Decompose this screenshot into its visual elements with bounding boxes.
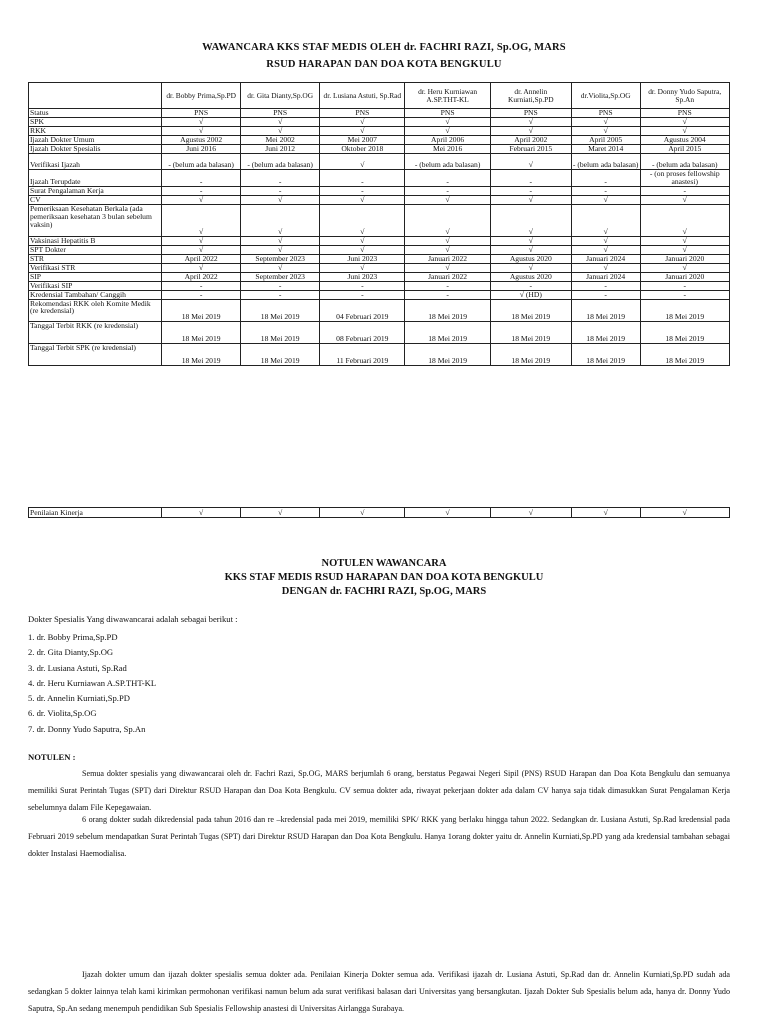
list-item: 2. dr. Gita Dianty,Sp.OG: [28, 647, 114, 658]
cell-value: April 2022: [162, 254, 241, 263]
cell-value: 18 Mei 2019: [241, 299, 320, 321]
cell-value: √: [490, 204, 571, 236]
cell-value: √: [405, 195, 490, 204]
cell-value: Januari 2020: [640, 254, 730, 263]
row-label: Penilaian Kinerja: [29, 508, 162, 518]
table-row: [29, 254, 730, 263]
cell-value: April 2015: [640, 144, 730, 153]
table-header-row: [29, 83, 730, 109]
cell-value: Januari 2022: [405, 272, 490, 281]
table-row: [29, 109, 730, 118]
cell-value: PNS: [405, 109, 490, 118]
cell-value: -: [320, 186, 405, 195]
list-item: 5. dr. Annelin Kurniati,Sp.PD: [28, 693, 130, 704]
cell-value: √: [405, 204, 490, 236]
row-label: STR: [29, 254, 162, 263]
cell-value: 18 Mei 2019: [490, 299, 571, 321]
row-label: SPK: [29, 117, 162, 126]
column-header: dr. Gita Dianty,Sp.OG: [241, 83, 320, 109]
cell-value: -: [490, 169, 571, 186]
list-item: 7. dr. Donny Yudo Saputra, Sp.An: [28, 723, 146, 734]
notulen-subtitle-2: DENGAN dr. FACHRI RAZI, Sp.OG, MARS: [281, 586, 487, 597]
cell-value: PNS: [320, 109, 405, 118]
cell-value: -: [320, 290, 405, 299]
cell-value: 18 Mei 2019: [405, 299, 490, 321]
cell-value: 11 Februari 2019: [320, 343, 405, 365]
notulen-paragraph: Ijazah dokter umum dan ijazah dokter spesialis semua dokter ada. Penilaian Kinerja Dokter semua ada. Verifikasi ijazah dr. Lusiana Astuti, Sp.Rad dan dr. Annelin Kurniati,Sp.PD sudah ada sedangkan 5 dokter lainnya telah kami kirimkan permohonan verifikasi namun belum ada surat verifikasi balasan dari Universitas yang bersangkutan. Ijazah Dokter Sub Spesialis belum ada, hanya dr. Donny Yudo Saputra, Sp.An sedang menempuh pendidikan Sub Spesialis Fellowship anastesi di Universitas Airlangga Surabaya.: [28, 970, 730, 1013]
cell-value: PNS: [571, 109, 640, 118]
cell-value: √: [162, 204, 241, 236]
cell-value: -: [405, 281, 490, 290]
table-row: [29, 144, 730, 153]
page-subtitle: RSUD HARAPAN DAN DOA KOTA BENGKULU: [266, 59, 502, 70]
table-row: [29, 508, 730, 518]
cell-value: √: [320, 204, 405, 236]
list-item: 4. dr. Heru Kurniawan A.SP.THT-KL: [28, 677, 157, 688]
cell-value: √: [241, 263, 320, 272]
table-row: [29, 281, 730, 290]
cell-value: -: [571, 186, 640, 195]
column-header: dr. Lusiana Astuti, Sp.Rad: [320, 83, 405, 109]
cell-value: √: [320, 126, 405, 135]
cell-value: September 2023: [241, 272, 320, 281]
cell-value: √: [571, 117, 640, 126]
cell-value: Agustus 2002: [162, 135, 241, 144]
column-header: dr. Annelin Kurniati,Sp.PD: [490, 83, 571, 109]
cell-value: Juni 2016: [162, 144, 241, 153]
row-label: Tanggal Terbit SPK (re kredensial): [29, 343, 162, 365]
row-label: Tanggal Terbit RKK (re kredensial): [29, 321, 162, 343]
cell-value: -: [640, 186, 730, 195]
cell-value: Oktober 2018: [320, 144, 405, 153]
row-label: SIP: [29, 272, 162, 281]
cell-value: Maret 2014: [571, 144, 640, 153]
cell-value: √: [405, 245, 490, 254]
cell-value: 18 Mei 2019: [640, 299, 730, 321]
column-header: dr.Violita,Sp.OG: [571, 83, 640, 109]
cell-value: 18 Mei 2019: [571, 343, 640, 365]
notulen-paragraph: Semua dokter spesialis yang diwawancarai oleh dr. Fachri Razi, Sp.OG, MARS berjumlah 6 orang, berstatus Pegawai Negeri Sipil (PNS) RSUD Harapan dan Doa Kota Bengkulu dan semuanya memiliki Surat Perintah Tugas (SPT) dari Direktur RSUD Harapan dan Doa Kota Bengkulu. CV semua dokter ada, riwayat pekerjaan dokter ada dalam CV hanya saja tidak dimasukkan Surat Pengalaman Kerja sebelumnya dalam File Kepegawaian.: [28, 769, 730, 812]
cell-value: 18 Mei 2019: [640, 321, 730, 343]
column-header: dr. Donny Yudo Saputra, Sp.An: [640, 83, 730, 109]
cell-value: 18 Mei 2019: [405, 343, 490, 365]
cell-value: √: [640, 126, 730, 135]
cell-value: √: [640, 508, 730, 518]
column-header: dr. Bobby Prima,Sp.PD: [162, 83, 241, 109]
cell-value: 18 Mei 2019: [571, 299, 640, 321]
cell-value: -: [241, 186, 320, 195]
cell-value: √: [640, 204, 730, 236]
doctor-credential-table: [28, 82, 730, 366]
table-row: [29, 126, 730, 135]
cell-value: PNS: [162, 109, 241, 118]
cell-value: -: [241, 169, 320, 186]
table-row: [29, 299, 730, 321]
cell-value: 18 Mei 2019: [490, 321, 571, 343]
cell-value: -: [490, 186, 571, 195]
row-label: Ijazah Dokter Spesialis: [29, 144, 162, 153]
cell-value: √: [162, 195, 241, 204]
cell-value: -: [241, 290, 320, 299]
cell-value: -: [405, 290, 490, 299]
row-label: Verifikasi Ijazah: [29, 153, 162, 169]
doctor-list-intro: Dokter Spesialis Yang diwawancarai adalah sebagai berikut :: [28, 614, 238, 624]
cell-value: Agustus 2004: [640, 135, 730, 144]
cell-value: √: [241, 245, 320, 254]
cell-value: √: [162, 236, 241, 245]
cell-value: - (belum ada balasan): [571, 153, 640, 169]
cell-value: -: [162, 169, 241, 186]
notulen-subtitle: KKS STAF MEDIS RSUD HARAPAN DAN DOA KOTA BENGKULU: [224, 572, 544, 583]
cell-value: Juni 2023: [320, 272, 405, 281]
cell-value: 18 Mei 2019: [241, 343, 320, 365]
cell-value: √: [571, 195, 640, 204]
cell-value: √: [320, 153, 405, 169]
cell-value: √: [241, 236, 320, 245]
cell-value: PNS: [490, 109, 571, 118]
cell-value: 18 Mei 2019: [162, 321, 241, 343]
cell-value: √: [490, 263, 571, 272]
row-label: Kredensial Tambahan/ Canggih: [29, 290, 162, 299]
cell-value: √: [571, 204, 640, 236]
page-title: WAWANCARA KKS STAF MEDIS OLEH dr. FACHRI RAZI, Sp.OG, MARS: [202, 42, 566, 53]
cell-value: 18 Mei 2019: [640, 343, 730, 365]
cell-value: √: [162, 263, 241, 272]
table-row: [29, 263, 730, 272]
table-row: [29, 195, 730, 204]
cell-value: √: [405, 126, 490, 135]
cell-value: √: [571, 508, 640, 518]
cell-value: 18 Mei 2019: [162, 343, 241, 365]
table-row: [29, 204, 730, 236]
cell-value: √: [640, 117, 730, 126]
cell-value: Agustus 2020: [490, 254, 571, 263]
cell-value: PNS: [640, 109, 730, 118]
table-row: [29, 186, 730, 195]
cell-value: √: [405, 263, 490, 272]
doctor-list: [28, 630, 156, 737]
table-row: [29, 272, 730, 281]
cell-value: -: [162, 281, 241, 290]
row-label: RKK: [29, 126, 162, 135]
cell-value: -: [640, 281, 730, 290]
notulen-paragraph: 6 orang dokter sudah dikredensial pada tahun 2016 dan re –kredensial pada mei 2019, memiliki SPK/ RKK yang berlaku hingga tahun 2022. Sedangkan dr. Lusiana Astuti, Sp.Rad kredensial pada Februari 2019 sebelum mendapatkan Surat Perintah Tugas (SPT) dari Direktur RSUD Harapan dan Doa Kota Bengkulu. Hanya 1orang dokter yaitu dr. Annelin Kurniati,Sp.PD yang ada kredensial tambahan sebagai dokter Instalasi Haemodialisa.: [28, 815, 730, 858]
table-row: [29, 117, 730, 126]
cell-value: √: [571, 245, 640, 254]
cell-value: PNS: [241, 109, 320, 118]
cell-value: √: [320, 508, 405, 518]
performance-table: [28, 507, 730, 518]
cell-value: √: [241, 195, 320, 204]
table-corner-cell: [29, 83, 162, 109]
cell-value: √: [162, 117, 241, 126]
cell-value: √: [320, 195, 405, 204]
row-label: Pemeriksaan Kesehatan Berkala (ada pemeriksaan kesehatan 3 bulan sebelum vaksin): [29, 204, 162, 236]
row-label: CV: [29, 195, 162, 204]
cell-value: √: [405, 236, 490, 245]
table-row: [29, 236, 730, 245]
cell-value: April 2005: [571, 135, 640, 144]
cell-value: Juni 2023: [320, 254, 405, 263]
cell-value: √: [241, 204, 320, 236]
row-label: Verifikasi SIP: [29, 281, 162, 290]
cell-value: √: [320, 245, 405, 254]
cell-value: -: [571, 290, 640, 299]
cell-value: √: [640, 245, 730, 254]
cell-value: Januari 2024: [571, 254, 640, 263]
cell-value: Mei 2016: [405, 144, 490, 153]
cell-value: 18 Mei 2019: [571, 321, 640, 343]
cell-value: 18 Mei 2019: [162, 299, 241, 321]
cell-value: √: [490, 195, 571, 204]
cell-value: -: [320, 169, 405, 186]
row-label: Surat Pengalaman Kerja: [29, 186, 162, 195]
list-item: 3. dr. Lusiana Astuti, Sp.Rad: [28, 662, 127, 673]
cell-value: -: [571, 169, 640, 186]
cell-value: Februari 2015: [490, 144, 571, 153]
cell-value: 08 Februari 2019: [320, 321, 405, 343]
table-row: [29, 321, 730, 343]
table-row: [29, 169, 730, 186]
cell-value: Agustus 2020: [490, 272, 571, 281]
table-row: [29, 290, 730, 299]
cell-value: -: [640, 290, 730, 299]
cell-value: √ (HD): [490, 290, 571, 299]
table-row: [29, 135, 730, 144]
cell-value: -: [405, 186, 490, 195]
cell-value: Januari 2020: [640, 272, 730, 281]
row-label: Vaksinasi Hepatitis B: [29, 236, 162, 245]
cell-value: √: [490, 245, 571, 254]
cell-value: -: [241, 281, 320, 290]
cell-value: -: [490, 281, 571, 290]
row-label: Verifikasi STR: [29, 263, 162, 272]
table-row: [29, 343, 730, 365]
cell-value: √: [571, 263, 640, 272]
cell-value: Mei 2007: [320, 135, 405, 144]
row-label: Status: [29, 109, 162, 118]
cell-value: - (belum ada balasan): [162, 153, 241, 169]
cell-value: √: [320, 263, 405, 272]
cell-value: -: [571, 281, 640, 290]
cell-value: - (on proses fellowship anastesi): [640, 169, 730, 186]
cell-value: √: [405, 117, 490, 126]
cell-value: √: [241, 126, 320, 135]
cell-value: April 2006: [405, 135, 490, 144]
list-item: 6. dr. Violita,Sp.OG: [28, 708, 97, 719]
cell-value: -: [405, 169, 490, 186]
row-label: Ijazah Terupdate: [29, 169, 162, 186]
cell-value: √: [490, 117, 571, 126]
cell-value: -: [320, 281, 405, 290]
cell-value: √: [571, 236, 640, 245]
cell-value: 18 Mei 2019: [241, 321, 320, 343]
notulen-title: NOTULEN WAWANCARA: [321, 558, 447, 569]
cell-value: √: [162, 126, 241, 135]
cell-value: √: [490, 508, 571, 518]
column-header: dr. Heru Kurniawan A.SP.THT-KL: [405, 83, 490, 109]
cell-value: - (belum ada balasan): [640, 153, 730, 169]
cell-value: √: [162, 245, 241, 254]
cell-value: - (belum ada balasan): [241, 153, 320, 169]
cell-value: √: [490, 236, 571, 245]
cell-value: √: [241, 508, 320, 518]
cell-value: √: [640, 263, 730, 272]
row-label: Rekomendasi RKK oleh Komite Medik (re kredensial): [29, 299, 162, 321]
cell-value: √: [490, 126, 571, 135]
cell-value: 04 Februari 2019: [320, 299, 405, 321]
cell-value: 18 Mei 2019: [490, 343, 571, 365]
cell-value: - (belum ada balasan): [405, 153, 490, 169]
cell-value: 18 Mei 2019: [405, 321, 490, 343]
row-label: SPT Dokter: [29, 245, 162, 254]
cell-value: √: [571, 126, 640, 135]
table-row: [29, 245, 730, 254]
cell-value: √: [320, 117, 405, 126]
cell-value: √: [320, 236, 405, 245]
cell-value: √: [162, 508, 241, 518]
cell-value: √: [405, 508, 490, 518]
table-row: [29, 153, 730, 169]
cell-value: √: [241, 117, 320, 126]
cell-value: September 2023: [241, 254, 320, 263]
cell-value: √: [640, 236, 730, 245]
row-label: Ijazah Dokter Umum: [29, 135, 162, 144]
cell-value: -: [162, 186, 241, 195]
cell-value: Juni 2012: [241, 144, 320, 153]
cell-value: Januari 2024: [571, 272, 640, 281]
cell-value: -: [162, 290, 241, 299]
list-item: 1. dr. Bobby Prima,Sp.PD: [28, 632, 118, 642]
cell-value: April 2022: [162, 272, 241, 281]
cell-value: √: [490, 153, 571, 169]
cell-value: Januari 2022: [405, 254, 490, 263]
cell-value: Mei 2002: [241, 135, 320, 144]
notulen-heading: NOTULEN :: [28, 752, 76, 762]
cell-value: April 2002: [490, 135, 571, 144]
cell-value: √: [640, 195, 730, 204]
